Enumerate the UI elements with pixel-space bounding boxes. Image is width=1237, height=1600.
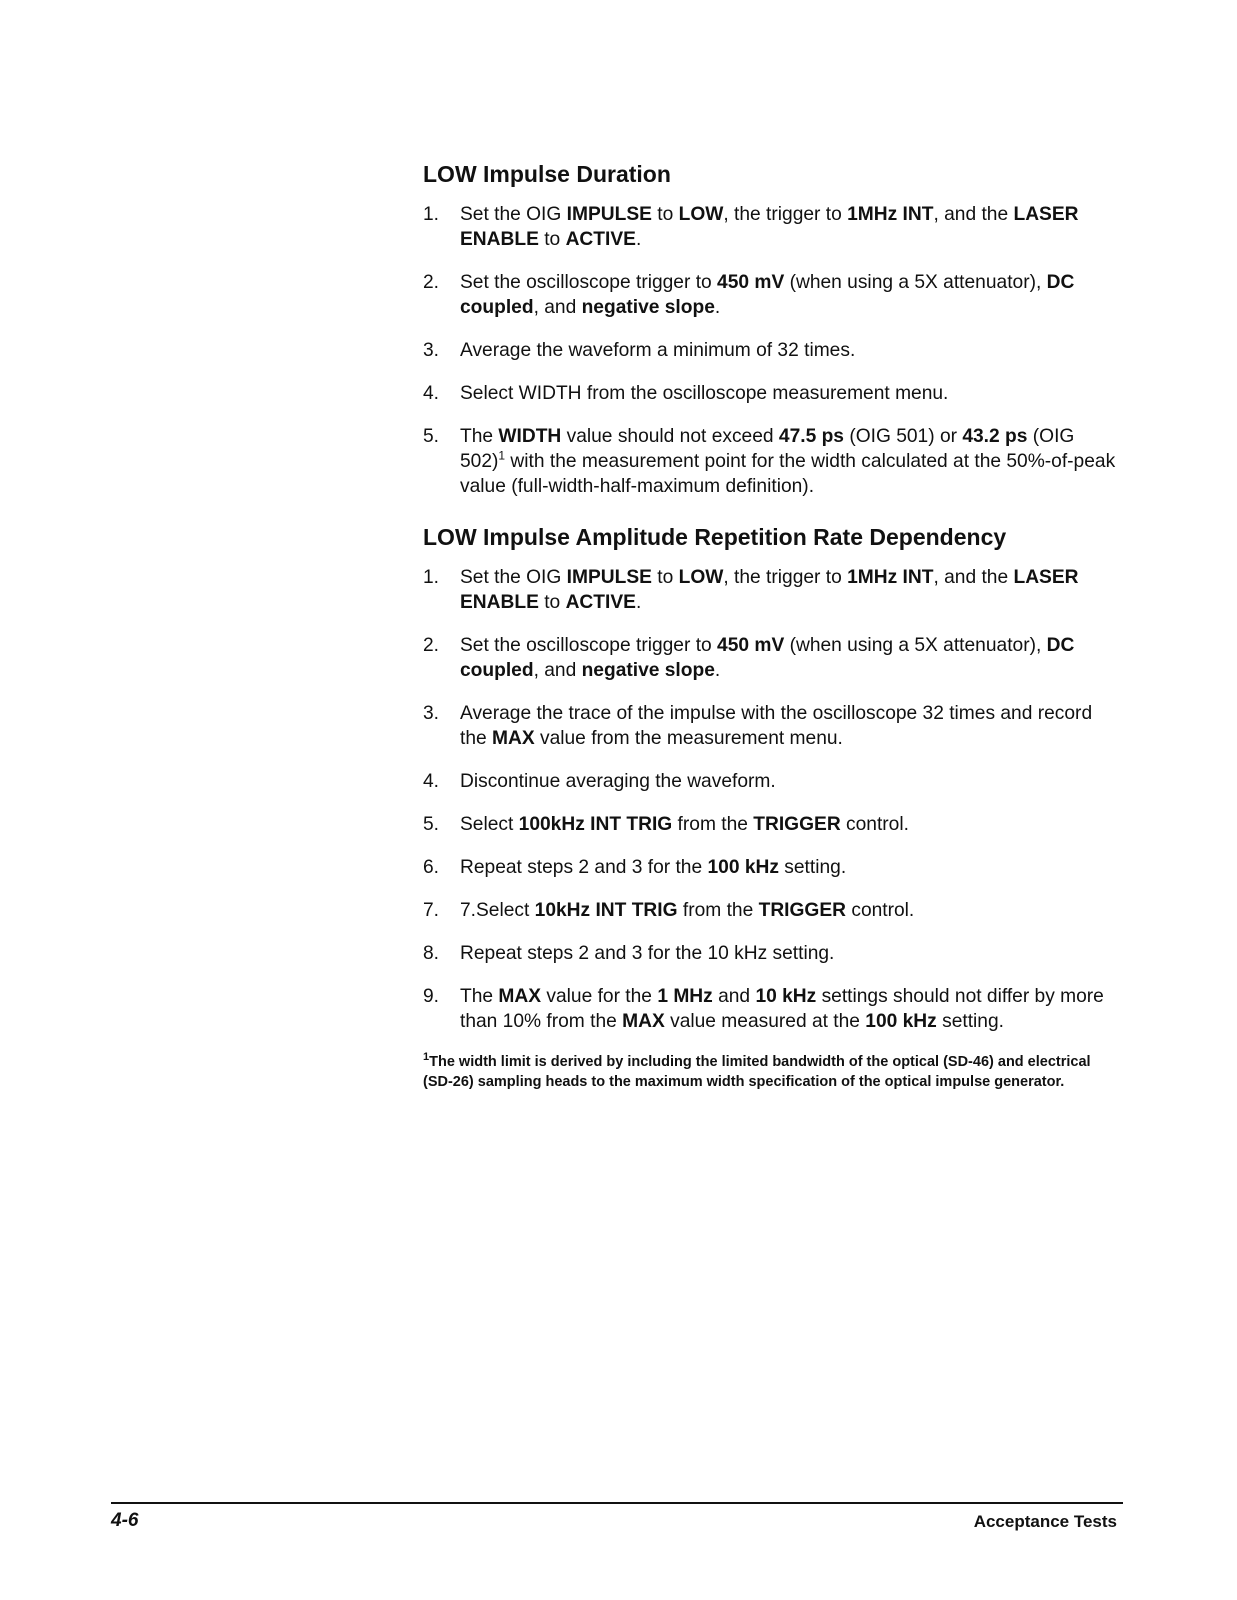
step-number: 3. xyxy=(423,339,440,361)
step-text-segment: . xyxy=(635,228,642,250)
step-number: 1. xyxy=(423,566,440,588)
step-text-segment: setting. xyxy=(778,856,847,878)
emphasized-term: LASER ENABLE xyxy=(460,566,1079,613)
step-text-segment: . xyxy=(635,591,642,613)
step-text-segment: Set the oscilloscope trigger to xyxy=(460,271,718,293)
section-heading-impulse-duration: LOW Impulse Duration xyxy=(423,161,671,187)
step-text-segment: 7.Select xyxy=(460,899,535,921)
step-number: 3. xyxy=(423,702,440,724)
step-text-segment: , and the xyxy=(933,566,1014,588)
step-text-segment: , and xyxy=(533,659,582,681)
step-item xyxy=(423,424,1123,499)
step-number: 2. xyxy=(423,634,440,656)
emphasized-term: LOW xyxy=(678,566,724,588)
emphasized-term: TRIGGER xyxy=(758,899,847,921)
chapter-title: Acceptance Tests xyxy=(973,1512,1117,1531)
emphasized-term: 100 kHz xyxy=(865,1010,937,1032)
step-number: 4. xyxy=(423,382,440,404)
step-number: 9. xyxy=(423,985,440,1007)
step-text xyxy=(460,426,1115,497)
emphasized-term: MAX xyxy=(622,1010,665,1032)
step-number: 8. xyxy=(423,942,440,964)
step-text-segment: The xyxy=(460,425,499,447)
step-text xyxy=(460,340,855,361)
step-text-segment: control. xyxy=(846,899,915,921)
step-text xyxy=(460,771,776,792)
step-item xyxy=(423,941,1123,966)
step-text-segment: Select WIDTH from the oscilloscope measurement menu. xyxy=(460,382,949,404)
emphasized-term: 1MHz INT xyxy=(847,203,934,225)
step-text-segment: to xyxy=(651,566,679,588)
step-text xyxy=(460,383,948,404)
page-number: 4-6 xyxy=(111,1510,139,1531)
footnote xyxy=(423,1052,1123,1092)
step-text-segment: to xyxy=(538,228,566,250)
emphasized-term: ACTIVE xyxy=(565,591,636,613)
step-text xyxy=(460,567,1079,613)
step-item xyxy=(423,633,1123,683)
step-text-segment: Set the oscilloscope trigger to xyxy=(460,634,718,656)
step-item xyxy=(423,769,1123,794)
emphasized-term: ACTIVE xyxy=(565,228,636,250)
step-text-segment: The xyxy=(460,985,499,1007)
step-item xyxy=(423,898,1123,923)
step-text-segment: Average the waveform a minimum of 32 times. xyxy=(460,339,856,361)
step-number: 5. xyxy=(423,425,440,447)
step-text-segment: value measured at the xyxy=(664,1010,866,1032)
page-content xyxy=(423,160,1123,1092)
footnote-marker: 1 xyxy=(423,1050,430,1063)
emphasized-term: MAX xyxy=(492,727,535,749)
footnote-text: The width limit is derived by including the limited bandwidth of the optical (SD-46) and electrical (SD-26) sampling heads to the maximum width specification of the optical impulse generator. xyxy=(423,1053,1091,1090)
step-number: 1. xyxy=(423,203,440,225)
step-item xyxy=(423,855,1123,880)
step-text-segment: value should not exceed xyxy=(561,425,779,447)
emphasized-term: 100 kHz xyxy=(707,856,779,878)
step-text-segment: control. xyxy=(840,813,909,835)
step-text-segment: (when using a 5X attenuator), xyxy=(784,271,1047,293)
emphasized-term: LOW xyxy=(678,203,724,225)
emphasized-term: negative slope xyxy=(581,659,715,681)
step-text-segment: Repeat steps 2 and 3 for the 10 kHz setting. xyxy=(460,942,835,964)
step-text-segment: Average the trace of the impulse with the oscilloscope 32 times and record the xyxy=(460,702,1093,749)
step-text xyxy=(460,857,846,878)
emphasized-term: negative slope xyxy=(581,296,715,318)
step-text-segment: to xyxy=(538,591,566,613)
emphasized-term: 1 MHz xyxy=(657,985,713,1007)
footnote-reference: 1 xyxy=(498,448,506,463)
step-text-segment: value from the measurement menu. xyxy=(534,727,843,749)
step-item xyxy=(423,701,1123,751)
step-text-segment: with the measurement point for the width calculated at the 50%-of-peak value (full-width-half-maximum definition). xyxy=(460,450,1116,497)
steps-list-impulse-duration xyxy=(423,202,1123,499)
emphasized-term: MAX xyxy=(498,985,542,1007)
emphasized-term: 450 mV xyxy=(717,271,785,293)
step-text xyxy=(460,272,1074,318)
step-text-segment: from the xyxy=(677,899,759,921)
step-text-segment: settings should not differ by more than 10% from the xyxy=(460,985,1104,1032)
emphasized-term: 100kHz INT TRIG xyxy=(518,813,673,835)
emphasized-term: TRIGGER xyxy=(753,813,841,835)
emphasized-term: 47.5 ps xyxy=(778,425,844,447)
step-text-segment: value for the xyxy=(541,985,658,1007)
footer-rule xyxy=(111,1502,1123,1504)
step-text-segment: Select xyxy=(460,813,519,835)
step-text xyxy=(460,900,914,921)
emphasized-term: 1MHz INT xyxy=(847,566,934,588)
step-text xyxy=(460,814,909,835)
emphasized-term: 10 kHz xyxy=(755,985,817,1007)
step-text-segment: Set the OIG xyxy=(460,566,567,588)
step-text-segment: (OIG 501) or xyxy=(843,425,963,447)
emphasized-term: WIDTH xyxy=(498,425,562,447)
step-item xyxy=(423,565,1123,615)
step-item xyxy=(423,202,1123,252)
step-number: 5. xyxy=(423,813,440,835)
step-text-segment: (when using a 5X attenuator), xyxy=(784,634,1047,656)
steps-list-repetition-rate xyxy=(423,565,1123,1034)
step-text-segment: , and xyxy=(533,296,582,318)
step-text xyxy=(460,943,834,964)
step-text-segment: . xyxy=(714,296,721,318)
step-item xyxy=(423,812,1123,837)
step-number: 4. xyxy=(423,770,440,792)
emphasized-term: IMPULSE xyxy=(566,566,652,588)
step-text-segment: (OIG 502) xyxy=(460,425,1075,472)
step-text-segment: Discontinue averaging the waveform. xyxy=(460,770,776,792)
emphasized-term: DC coupled xyxy=(460,271,1075,318)
step-number: 2. xyxy=(423,271,440,293)
step-text xyxy=(460,204,1079,250)
step-text-segment: setting. xyxy=(936,1010,1004,1032)
step-text-segment: and xyxy=(712,985,756,1007)
step-item xyxy=(423,270,1123,320)
step-item xyxy=(423,338,1123,363)
emphasized-term: 10kHz INT TRIG xyxy=(534,899,678,921)
section-heading-repetition-rate: LOW Impulse Amplitude Repetition Rate Dependency xyxy=(423,523,1007,550)
step-text-segment: Set the OIG xyxy=(460,203,567,225)
step-text-segment: to xyxy=(651,203,679,225)
step-text xyxy=(460,986,1104,1032)
step-number: 6. xyxy=(423,856,440,878)
emphasized-term: IMPULSE xyxy=(566,203,652,225)
emphasized-term: LASER ENABLE xyxy=(460,203,1079,250)
emphasized-term: DC coupled xyxy=(460,634,1075,681)
step-text-segment: , the trigger to xyxy=(723,203,848,225)
step-text xyxy=(460,703,1092,749)
step-text-segment: from the xyxy=(672,813,754,835)
step-item xyxy=(423,381,1123,406)
step-number: 7. xyxy=(423,899,440,921)
emphasized-term: 43.2 ps xyxy=(962,425,1028,447)
step-text-segment: , and the xyxy=(933,203,1014,225)
step-text xyxy=(460,635,1074,681)
step-item xyxy=(423,984,1123,1034)
step-text-segment: . xyxy=(714,659,721,681)
emphasized-term: 450 mV xyxy=(717,634,785,656)
step-text-segment: , the trigger to xyxy=(723,566,848,588)
step-text-segment: Repeat steps 2 and 3 for the xyxy=(460,856,708,878)
